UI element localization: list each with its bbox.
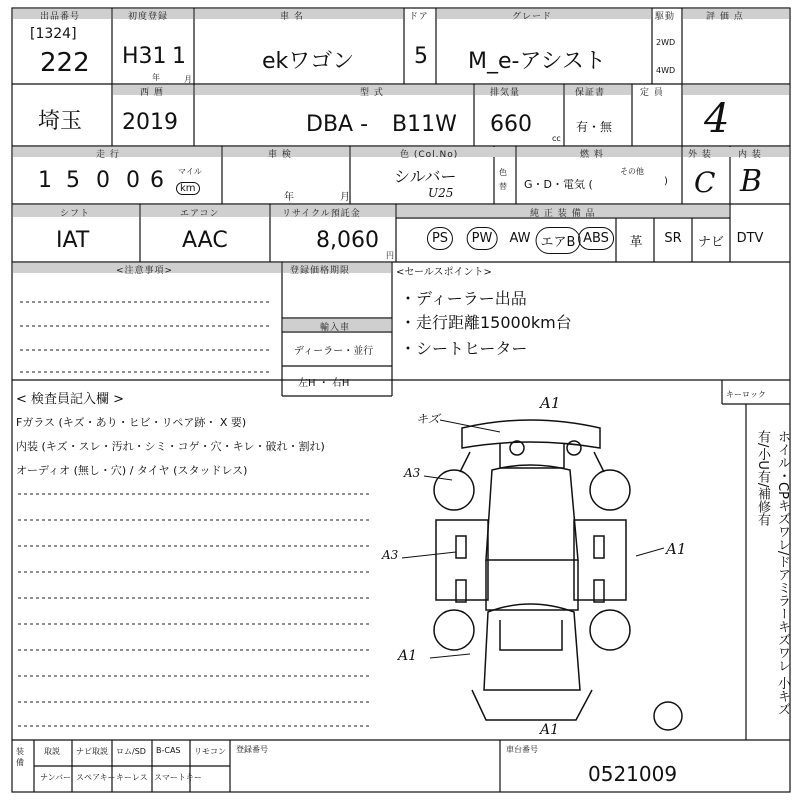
year: 2019	[122, 110, 178, 135]
footer-side-label: 装備	[16, 747, 24, 767]
footer-remote: リモコン	[194, 747, 226, 756]
lot-code: [1324]	[30, 26, 77, 42]
color-number: U25	[428, 186, 454, 200]
exterior-header: 外 装	[688, 150, 712, 160]
footer-bcas: B-CAS	[156, 746, 181, 755]
registration-month: 1	[172, 44, 186, 69]
diagram-mark-rear: A1	[540, 722, 560, 738]
fuel-other: その他	[620, 167, 644, 176]
grade-header: グレード	[512, 12, 553, 22]
recycle-fee: 8,060	[316, 228, 379, 253]
equipment-item: DTV	[736, 231, 764, 246]
steering-value: 左H ・ 右H	[298, 378, 350, 389]
inspector-header: < 検査員記入欄 >	[16, 392, 125, 407]
drive-4wd: 4WD	[656, 66, 676, 75]
shift-header: シフト	[60, 209, 91, 219]
interior-grade: B	[740, 164, 763, 199]
model-code: B11W	[392, 112, 457, 137]
equipment-item: ABS	[578, 227, 614, 250]
equipment-item: PS	[427, 227, 453, 250]
aircon-header: エアコン	[180, 209, 220, 219]
year-header: 西 暦	[140, 88, 164, 98]
footer-nav-manual: ナビ取説	[76, 747, 108, 756]
displacement: 660	[490, 112, 532, 137]
footer-spare-key: スペアキー	[76, 773, 116, 782]
month-mark: 月	[184, 75, 192, 84]
diagram-mark-right-door: A1	[666, 540, 687, 558]
fuel-value: G・D・電気 (	[524, 178, 593, 191]
registration-number-label: 登録番号	[236, 745, 268, 754]
year-mark: 年	[152, 73, 160, 82]
exterior-grade: C	[694, 166, 716, 199]
fuel-close-paren: )	[664, 176, 668, 187]
equipment-item: SR	[664, 231, 682, 246]
recycle-header: リサイクル預託金	[282, 209, 361, 219]
door-header: ドア	[409, 12, 429, 22]
color-value: シルバー	[394, 167, 457, 186]
model-header: 型 式	[360, 88, 384, 98]
diagram-mark-left-front: A3	[404, 466, 421, 480]
import-header: 輸入車	[320, 323, 351, 333]
model-prefix: DBA -	[306, 112, 369, 137]
mileage-d2: 5	[66, 168, 80, 193]
diagram-mark-left-door: A3	[382, 548, 399, 562]
inspection-year-mark: 年	[284, 192, 294, 203]
aircon-value: AAC	[182, 228, 228, 253]
inspector-note-1: Fガラス (キズ・あり・ヒビ・リペア跡・ X 要)	[16, 416, 247, 429]
interior-header: 内 装	[738, 150, 762, 160]
history-value: ディーラー・並行	[294, 346, 374, 357]
mileage-header: 走 行	[96, 150, 120, 160]
door-count: 5	[414, 44, 428, 69]
mileage-d5: 6	[150, 168, 164, 193]
fuel-header: 燃 料	[580, 150, 604, 160]
diagram-mark-left-rear: A1	[398, 648, 418, 664]
equipment-item: エアB	[536, 227, 581, 254]
lot-number-header: 出品番号	[40, 12, 81, 22]
inspection-month-mark: 月	[340, 192, 350, 203]
chassis-number: 0521009	[588, 762, 678, 786]
color-change-label: 色替	[499, 168, 507, 191]
car-name-header: 車 名	[280, 12, 304, 22]
footer-rom-sd: ロム/SD	[116, 747, 146, 756]
capacity-header: 定 員	[640, 88, 664, 98]
score-value: 4	[704, 96, 730, 142]
footer-smart-key: スマートキー	[154, 773, 202, 782]
notes-header: <注意事項>	[116, 266, 174, 276]
footer-number-plate: ナンバー	[40, 773, 72, 782]
yen-unit: 円	[386, 251, 394, 260]
shift-value: IAT	[56, 228, 90, 253]
sales-point-2: ・走行距離15000km台	[400, 313, 572, 332]
grade: M_e-アシスト	[468, 49, 606, 74]
equipment-item: ナビ	[697, 235, 725, 250]
chassis-number-label: 車台番号	[506, 745, 538, 754]
sales-point-1: ・ディーラー出品	[400, 289, 527, 308]
registration-era: H31	[122, 44, 167, 69]
footer-keyless: キーレス	[116, 773, 148, 782]
lot-number: 222	[40, 48, 90, 78]
footer-manual: 取説	[44, 747, 60, 756]
keylock-label: キーロック	[726, 390, 766, 399]
warranty-header: 保証書	[575, 88, 606, 98]
equipment-item: 革	[629, 235, 643, 250]
equipment-header: 純 正 装 備 品	[530, 209, 596, 219]
diagram-mark-glass: キズ	[416, 412, 440, 426]
km-unit: km	[176, 182, 200, 195]
inspector-note-2: 内装 (キズ・スレ・汚れ・シミ・コゲ・穴・キレ・破れ・割れ)	[16, 440, 325, 453]
inspector-note-3: オーディオ (無し・穴) / タイヤ (スタッドレス)	[16, 464, 248, 477]
cc-unit: cc	[552, 134, 561, 143]
history-header: 登録価格期限	[290, 266, 351, 276]
mileage-d3: 0	[96, 168, 110, 193]
score-header: 評 価 点	[706, 12, 744, 22]
first-registration-header: 初度登録	[128, 12, 169, 22]
side-handwritten-notes: ホイル・CPキズワレ/ドアミラーキズワレ 小キズ有/小U有/補修有	[755, 430, 790, 716]
drive-header: 駆動	[655, 12, 676, 22]
sales-header: <セールスポイント>	[396, 267, 492, 278]
color-header: 色 (Col.No)	[400, 150, 459, 160]
mileage-d1: 1	[38, 168, 64, 193]
inspection-header: 車 検	[268, 150, 292, 160]
equipment-item: AW	[509, 231, 531, 246]
mile-unit: マイル	[178, 167, 202, 176]
diagram-mark-front: A1	[540, 394, 561, 412]
displacement-header: 排気量	[490, 88, 521, 98]
prefecture: 埼玉	[38, 109, 83, 134]
drive-2wd: 2WD	[656, 38, 676, 47]
car-name: ekワゴン	[262, 49, 355, 74]
warranty-value: 有・無	[576, 120, 613, 134]
sales-point-3: ・シートヒーター	[400, 339, 528, 358]
mileage-d4: 0	[126, 168, 140, 193]
equipment-item: PW	[467, 227, 498, 250]
